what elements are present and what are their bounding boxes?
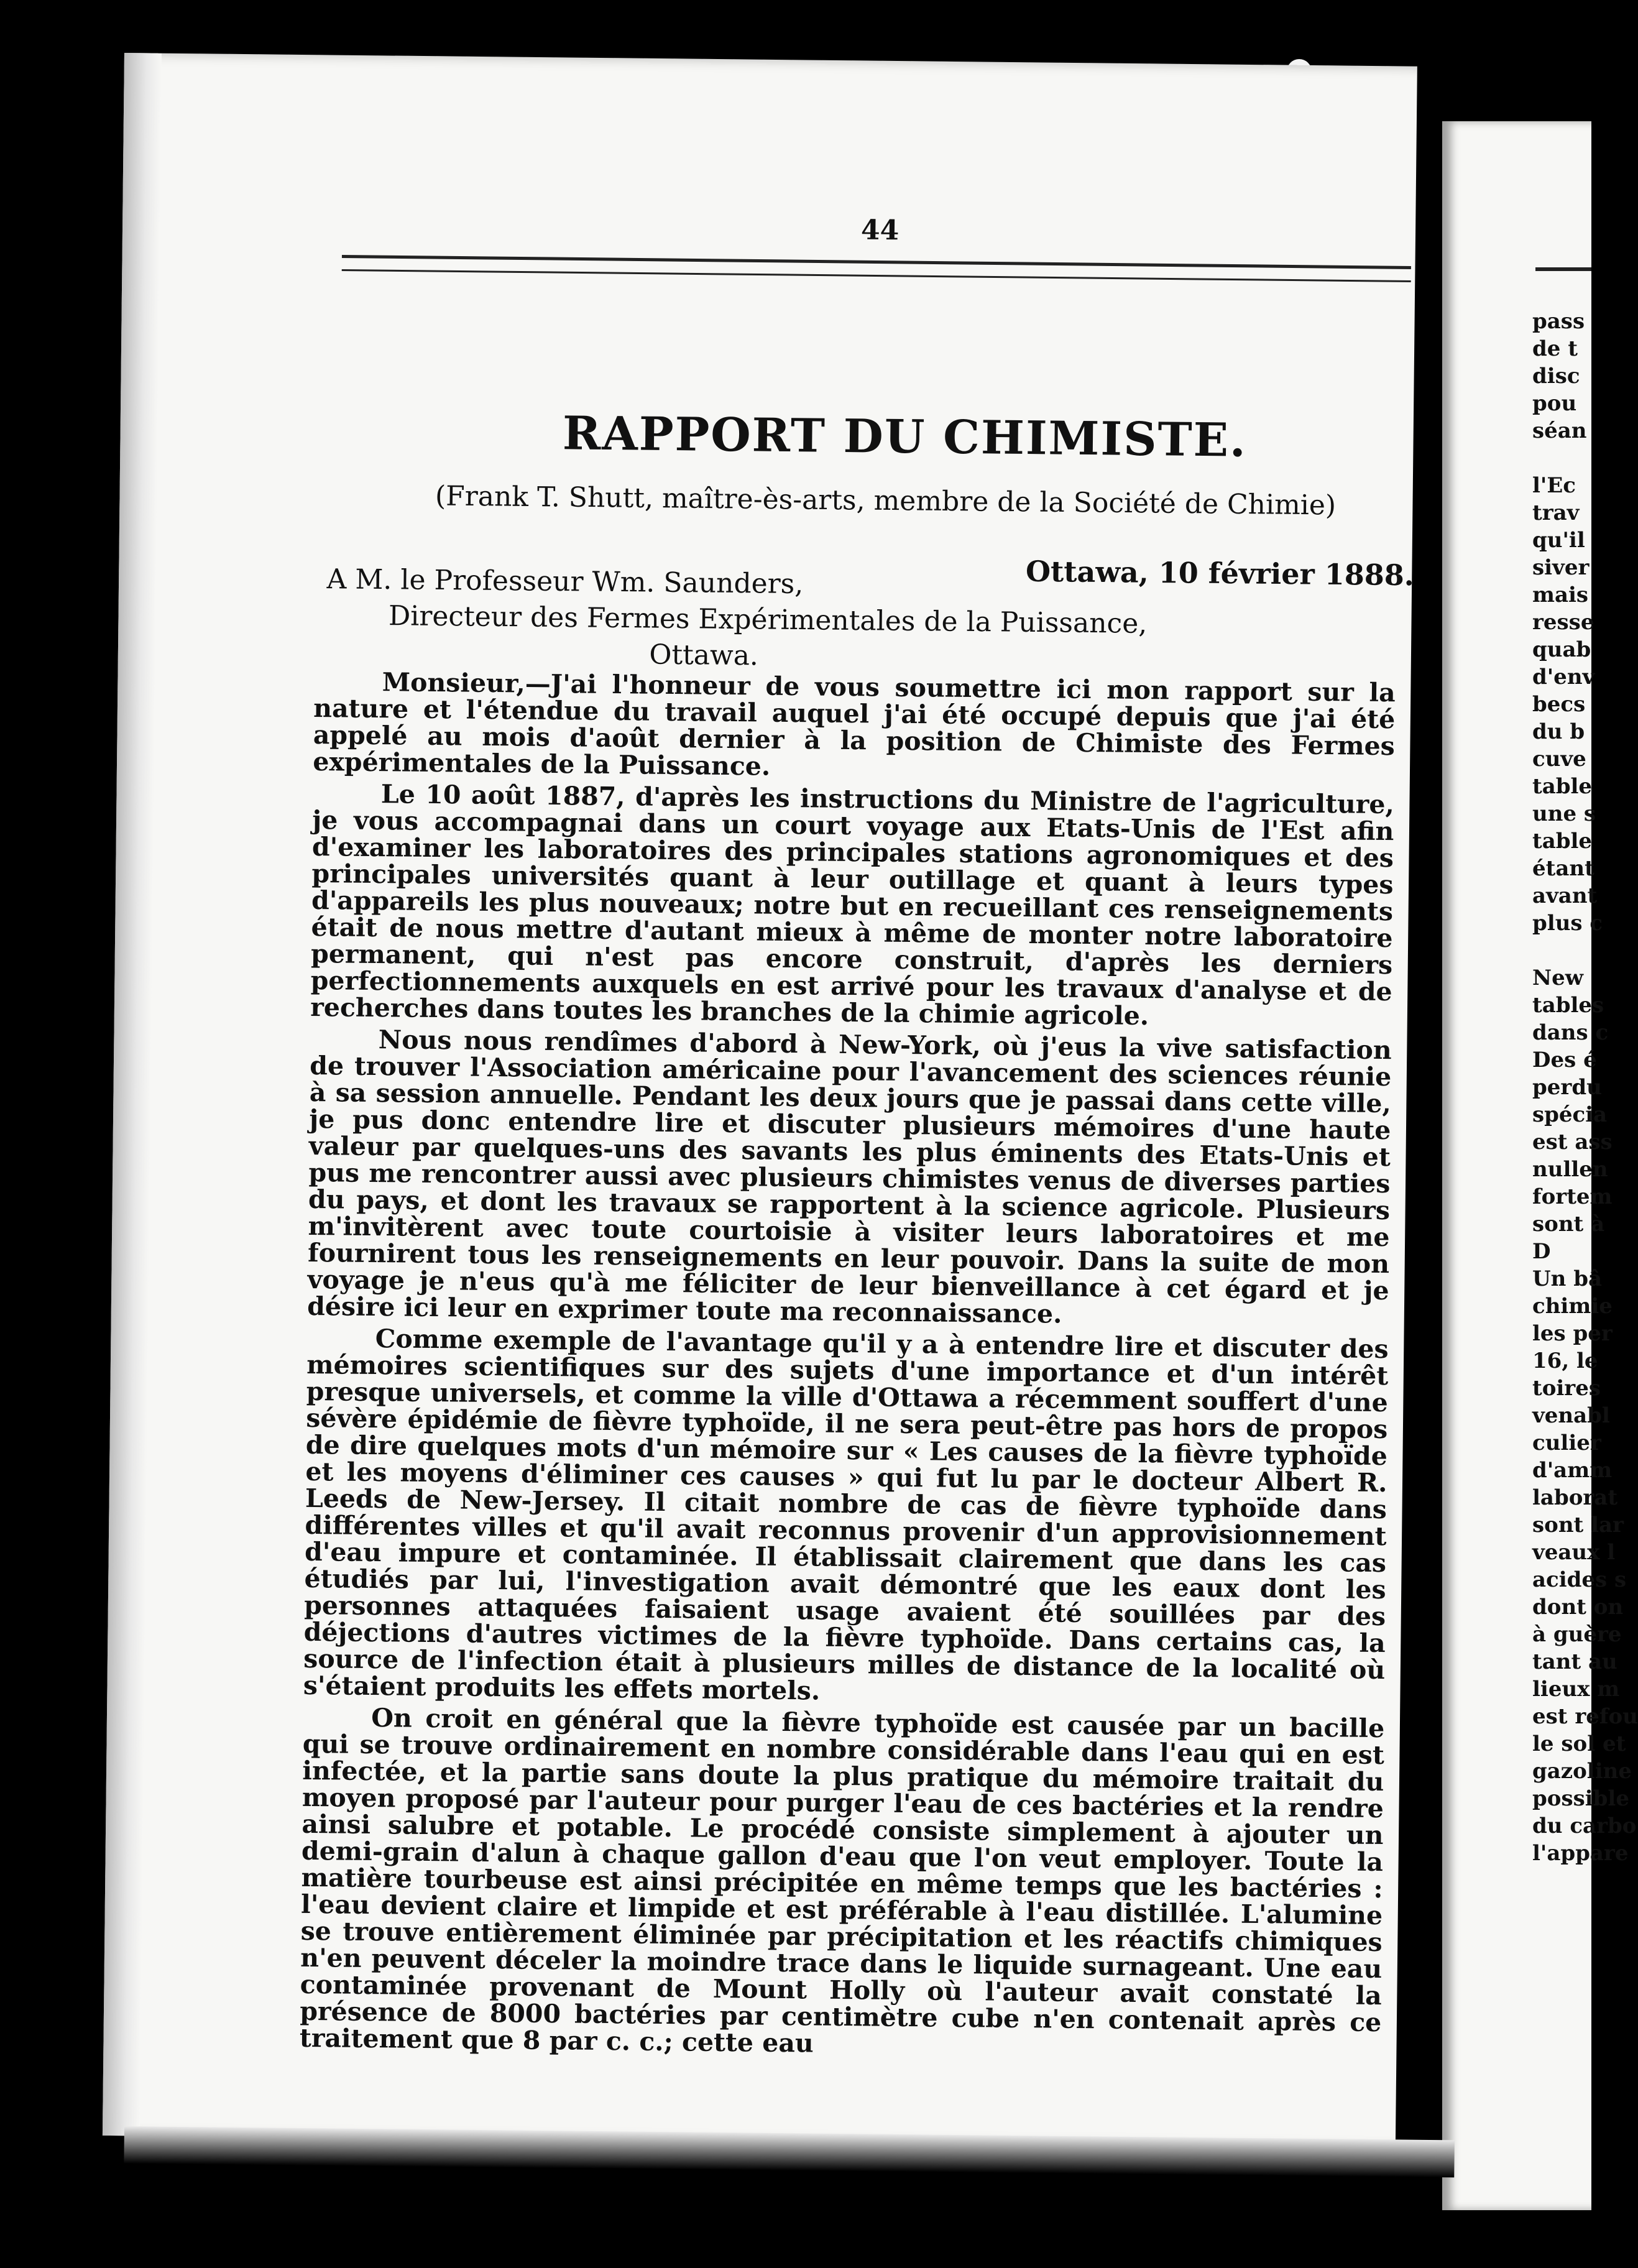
facing-page-line: table xyxy=(1532,774,1593,799)
facing-page-line: Un bâ xyxy=(1532,1266,1603,1291)
facing-page-line: spécia xyxy=(1532,1102,1608,1127)
facing-page-line: mais xyxy=(1532,583,1589,607)
report-body xyxy=(300,668,1396,2068)
facing-page-line: est refou xyxy=(1532,1704,1638,1729)
facing-page-line: à guère xyxy=(1532,1622,1622,1647)
facing-page-line: de t xyxy=(1532,336,1578,361)
addressee-line: Ottawa. xyxy=(649,638,759,672)
facing-page-line: tant au xyxy=(1532,1649,1617,1674)
facing-page-line: table xyxy=(1532,829,1593,854)
dateline: Ottawa, 10 février 1888. xyxy=(1025,554,1415,592)
facing-page-line: becs xyxy=(1532,692,1586,717)
facing-page-line: l'appare xyxy=(1532,1841,1629,1866)
facing-page-line: du b xyxy=(1532,719,1585,744)
paragraph: Nous nous rendîmes d'abord à New-York, où j'eus la vive satisfaction de trouver l'Association américaine pour l'avancement des sciences réunie à sa session annuelle. Pendant les deux jours que je passai dans cette ville, je pus donc entendre lire et discuter plusieurs mémoires d'une haute valeur par quelques-uns des savants les plus éminents des Etats-Unis et pus me rencontrer aussi avec plusieurs chimistes venus de diverses parties du pays, et dont les travaux se rapportent à la science agricole. Plusieurs m'invitèrent avec toute courtoisie à visiter leurs laboratoires et me fournirent tous les renseignements en leur pouvoir. Dans la suite de mon voyage je n'eus qu'à me féliciter de leur bienveillance à cet égard et je désire ici leur en exprimer toute ma reconnaissance. xyxy=(307,1025,1392,1329)
paragraph: On croit en général que la fièvre typhoïde est causée par un bacille qui se trouve ordinairement en nombre considérable dans l'eau qui en est infectée, et la partie sans doute la plus pratique du mémoire traitait du moyen proposé par l'auteur pour purger l'eau de ces bactéries et la rendre ainsi salubre et potable. Le procédé consiste simplement à ajouter un demi-grain d'alun à chaque gallon d'eau que l'on veut employer. Toute la matière tourbeuse est ainsi précipitée en même temps que les bactéries : l'eau devient claire et limpide et est préférable à l'eau distillée. L'alumine se trouve entièrement éliminée par précipitation et les réactifs chimiques n'en peuvent déceler la moindre trace dans le liquide surnageant. Une eau contaminée provenant de Mount Holly où l'auteur avait constaté la présence de 8000 bactéries par centimètre cube n'en contenait après ce traitement que 8 par c. c.; cette eau xyxy=(299,1703,1385,2058)
facing-page-line: nullen xyxy=(1532,1157,1608,1182)
facing-page-line: d'env xyxy=(1532,665,1595,689)
facing-page-text xyxy=(1532,308,1638,1867)
facing-page-line: tables xyxy=(1532,993,1604,1018)
facing-page-line: fortem xyxy=(1532,1184,1613,1209)
page-number: 44 xyxy=(860,214,900,247)
addressee-line: A M. le Professeur Wm. Saunders, xyxy=(326,563,804,601)
addressee-block xyxy=(326,561,1148,678)
paragraph: Comme exemple de l'avantage qu'il y a à entendre lire et discuter des mémoires scientifiques sur des sujets d'une importance et d'un intérêt presque universels, et comme la ville d'Ottawa a récemment souffert d'une sévère épidémie de fièvre typhoïde, il ne sera peut-être pas hors de propos de dire quelques mots d'un mémoire sur « Les causes de la fièvre typhoïde et les moyens d'éliminer ces causes » qui fut lu par le docteur Albert R. Leeds de New-Jersey. Il citait nombre de cas de fièvre typhoïde dans différentes villes et qu'il avait reconnus provenir d'un approvisionnement d'eau impure et contaminée. Il établissait clairement que dans les cas étudiés par lui, l'investigation avait démontré que les eaux dont les personnes attaquées faisaient usage avaient été souillées par des déjections d'autres victimes de la fièvre typhoïde. Dans certains cas, la source de l'infection était à plusieurs milles de distance de la localité où s'étaient produits les effets mortels. xyxy=(303,1324,1389,1706)
facing-page-line: veaux l xyxy=(1532,1540,1616,1565)
facing-page-line: avant xyxy=(1532,883,1598,908)
document-title: RAPPORT DU CHIMISTE. xyxy=(562,407,1248,468)
facing-page-line: du carbo xyxy=(1532,1814,1637,1838)
facing-page-line: est ass xyxy=(1532,1130,1613,1155)
paragraph: Monsieur,—J'ai l'honneur de vous soumettre ici mon rapport sur la nature et l'étendue du travail auquel j'ai été occupé depuis que j'ai été appelé au mois d'août dernier à la position de Chimiste des Fermes expérimentales de la Puissance. xyxy=(313,667,1396,781)
facing-page-line: trav xyxy=(1532,500,1580,525)
facing-page-line: étant xyxy=(1532,856,1594,881)
author-byline: (Frank T. Shutt, maître-ès-arts, membre de la Société de Chimie) xyxy=(435,480,1337,522)
facing-page-line: pass xyxy=(1532,309,1585,334)
facing-page-line: D xyxy=(1532,1239,1551,1264)
facing-page-line: siver xyxy=(1532,555,1590,580)
facing-page-line: d'amm xyxy=(1532,1458,1613,1483)
facing-page-line: 16, le xyxy=(1532,1348,1598,1373)
facing-page-line: disc xyxy=(1532,364,1580,389)
facing-page-line: laborat xyxy=(1532,1485,1618,1510)
facing-page-line: quab xyxy=(1532,637,1591,662)
facing-page-line: dont on xyxy=(1532,1595,1624,1620)
facing-page-line xyxy=(1532,445,1588,472)
facing-page-line: gazoline xyxy=(1532,1759,1632,1784)
facing-page-line: lieux m xyxy=(1532,1677,1620,1702)
facing-page-line: sont lar xyxy=(1532,1513,1624,1537)
facing-page-line: sont à xyxy=(1532,1212,1605,1237)
facing-page-line: une s xyxy=(1532,801,1596,826)
paragraph: Le 10 août 1887, d'après les instructions du Ministre de l'agriculture, je vous accompagnai dans un court voyage aux Etats-Unis de l'Est afin d'examiner les laboratoires des principales stations agronomiques et des principales universités quant à leur outillage et quant à leurs types d'appareils les plus nouveaux; notre but en recueillant ces renseignements était de nous mettre d'autant mieux à même de monter notre laboratoire permanent, qui n'est pas encore construit, d'après les derniers perfectionnements auxquels en est arrivé pour les travaux d'analyse et de recherches dans toutes les branches de la chimie agricole. xyxy=(310,779,1395,1031)
facing-page-line: Des é xyxy=(1532,1048,1597,1072)
facing-page-line: chimie xyxy=(1532,1294,1613,1319)
addressee-line: Directeur des Fermes Expérimentales de la Puissance, xyxy=(388,600,1148,640)
facing-page-line: toires xyxy=(1532,1376,1601,1401)
facing-page-line: le sol et xyxy=(1532,1731,1626,1756)
facing-page-line: culier xyxy=(1532,1431,1601,1455)
facing-page-line: acides s xyxy=(1532,1567,1627,1592)
facing-page-line: cuve xyxy=(1532,747,1586,772)
facing-page-line: resse xyxy=(1532,610,1594,635)
facing-page-line xyxy=(1532,937,1588,964)
facing-page-line: séan xyxy=(1532,418,1587,443)
facing-page-line: dans c xyxy=(1532,1020,1609,1045)
facing-page-header-rule xyxy=(1535,267,1591,271)
facing-page-line: plus c xyxy=(1532,911,1603,936)
facing-page-line: possible xyxy=(1532,1786,1629,1811)
facing-page-line: pou xyxy=(1532,391,1577,416)
facing-page-line: perdu xyxy=(1532,1075,1602,1100)
facing-page-line: qu'il xyxy=(1532,528,1585,553)
facing-page-line: les per xyxy=(1532,1321,1613,1346)
facing-page-line: New xyxy=(1532,966,1583,990)
facing-page-line: l'Ec xyxy=(1532,473,1576,498)
facing-page-line: venabl xyxy=(1532,1403,1610,1428)
